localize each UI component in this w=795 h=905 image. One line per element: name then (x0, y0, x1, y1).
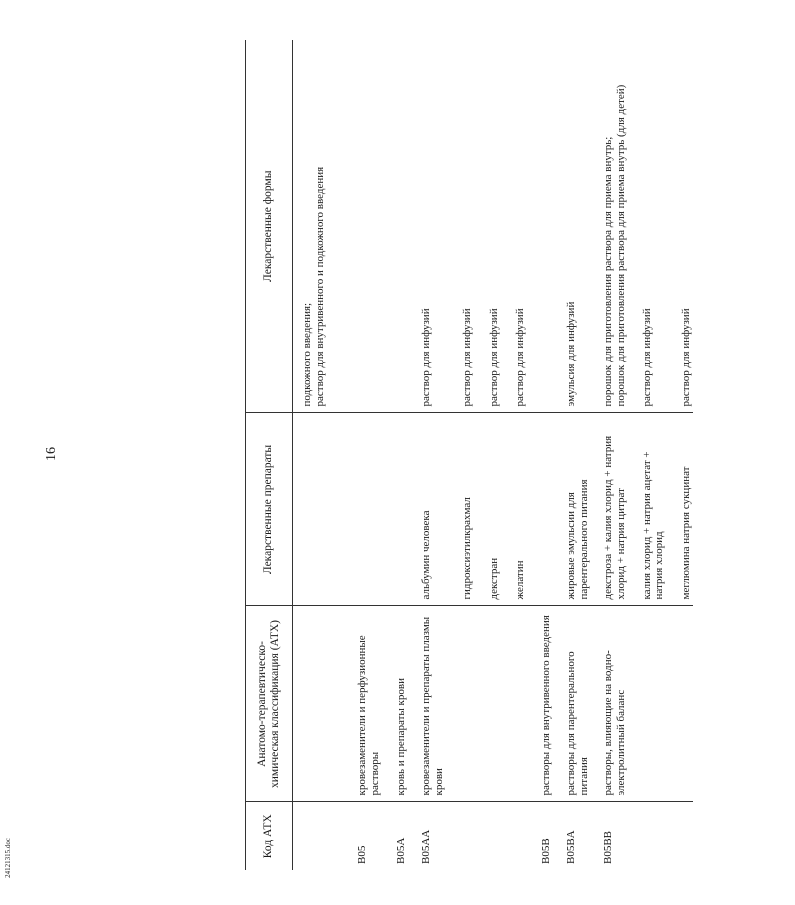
atc-drug-table (245, 40, 693, 870)
table-header-row (246, 40, 293, 870)
header-classification: Анатомо-терапевтическо-химическая классификация (АТХ) (246, 606, 293, 802)
cell-classification: растворы для внутривенного введения (540, 606, 565, 802)
cell-classification: растворы, влияющие на водно-электролитный баланс (602, 606, 640, 802)
table-row (540, 40, 565, 870)
cell-classification (293, 606, 357, 802)
cell-form (356, 40, 394, 413)
table-row (680, 40, 693, 870)
cell-code: B05B (540, 838, 553, 864)
cell-drug (540, 413, 565, 606)
cell-classification (488, 606, 514, 802)
cell-form: эмульсия для инфузий (565, 40, 602, 413)
cell-form (540, 40, 565, 413)
cell-form: раствор для инфузий (461, 40, 488, 413)
cell-drug (356, 413, 394, 606)
cell-form: порошок для приготовления раствора для приема внутрь; порошок для приготовления раствора для приема внутрь (для детей) (602, 40, 640, 413)
header-code: Код АТХ (246, 802, 293, 870)
cell-code (293, 802, 357, 870)
table-row (565, 40, 602, 870)
cell-drug: жировые эмульсии для парентерального питания (565, 413, 602, 606)
cell-drug: желатин (514, 413, 541, 606)
cell-code: B05A (394, 837, 407, 864)
cell-classification (514, 606, 541, 802)
cell-form: раствор для инфузий (641, 40, 680, 413)
cell-form: раствор для инфузий (420, 40, 461, 413)
table-row (641, 40, 680, 870)
table-row (514, 40, 541, 870)
cell-code (488, 802, 514, 870)
cell-code: B05BA (565, 830, 578, 864)
cell-form: подкожного введения; раствор для внутривенного и подкожного введения (293, 40, 357, 413)
table-row (420, 40, 461, 870)
cell-code: B05BB (602, 830, 615, 864)
cell-drug: калия хлорид + натрия ацетат + натрия хлорид (641, 413, 680, 606)
cell-classification: кровь и препараты крови (395, 606, 421, 802)
table-row (461, 40, 488, 870)
cell-drug (395, 413, 421, 606)
cell-drug: гидроксиэтилкрахмал (461, 413, 488, 606)
cell-form (395, 40, 421, 413)
cell-classification: растворы для парентерального питания (565, 606, 602, 802)
cell-form: раствор для инфузий (680, 40, 693, 413)
cell-drug (293, 413, 357, 606)
cell-code (461, 802, 488, 870)
cell-code: B05AA (420, 829, 433, 864)
cell-drug: меглюмина натрия сукцинат (680, 413, 693, 606)
header-drugs: Лекарственные препараты (246, 413, 293, 606)
cell-drug: декстран (488, 413, 514, 606)
cell-classification (680, 606, 693, 802)
table-row (356, 40, 394, 870)
cell-classification (641, 606, 680, 802)
table-row (293, 40, 357, 870)
header-forms: Лекарственные формы (246, 40, 293, 413)
cell-code: B05 (356, 845, 369, 864)
table-row (395, 40, 421, 870)
cell-drug: декстроза + калия хлорид + натрия хлорид + натрия цитрат (602, 413, 640, 606)
page-number: 16 (44, 447, 59, 461)
cell-code (514, 802, 541, 870)
cell-classification: кровезаменители и перфузионные растворы (356, 606, 394, 802)
cell-classification (461, 606, 488, 802)
cell-code (641, 802, 680, 870)
table-row (602, 40, 640, 870)
rotated-page (245, 40, 795, 870)
cell-classification: кровезаменители и препараты плазмы крови (420, 606, 461, 802)
table-row (488, 40, 514, 870)
document-footer: 24121315.doc (4, 838, 12, 878)
cell-drug: альбумин человека (420, 413, 461, 606)
cell-form: раствор для инфузий (488, 40, 514, 413)
cell-code (680, 802, 693, 870)
cell-form: раствор для инфузий (514, 40, 541, 413)
